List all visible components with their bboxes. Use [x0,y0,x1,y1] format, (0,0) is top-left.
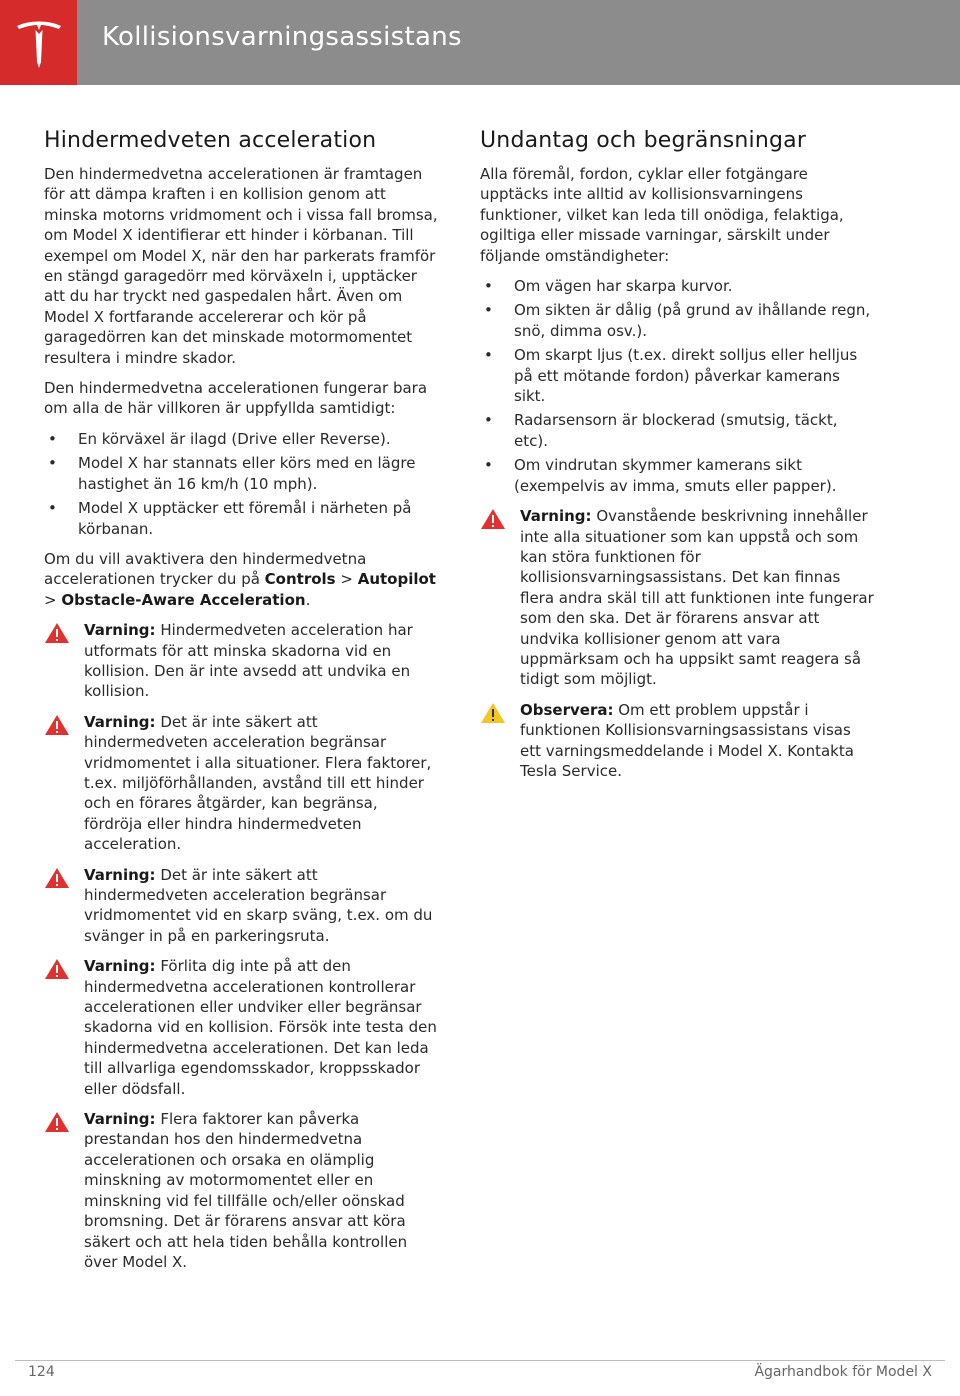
tesla-logo-icon [13,18,65,70]
warning-triangle-icon [480,508,506,530]
conditions-list [44,429,439,539]
warning-triangle-icon [44,958,70,980]
warning-triangle-icon [44,1111,70,1133]
warning-triangle-icon [44,867,70,889]
right-column [480,128,875,791]
warning-triangle-icon [44,714,70,736]
bullet-icon: • [48,499,57,518]
footer-title: Ägarhandbok för Model X [754,1364,932,1380]
paragraph: Den hindermedvetna accelerationen är framtagen för att dämpa kraften i en kollision genom att minska motorns vridmoment och i vissa fall bromsa, om Model X identifierar ett hinder i körbanan. Till exempel om Model X, när den har parkerats framför en stängd garagedörr med körväxeln i, upptäcker att du har tryckt ned gaspedalen hårt. Även om Model X fortfarande accelererar och kör på garagedörren kan det minskade motormomentet resultera i mindre skador. [44,165,438,367]
list-item: • Om vägen har skarpa kurvor. [484,277,733,296]
warning-notice: Varning: Det är inte säkert att hindermedveten acceleration begränsar vridmomentet vid en skarp sväng, t.ex. om du svänger in på en parkeringsruta. [44,865,439,947]
section-heading-exceptions: Undantag och begränsningar [480,128,807,153]
warning-notice: Varning: Förlita dig inte på att den hindermedvetna accelerationen kontrollerar accelerationen eller undviker eller begränsar skadorna vid en kollision. Försök inte testa den hindermedvetna accelerationen. Det kan leda till allvarliga egendomsskador, kroppsskador eller dödsfall. [44,956,439,1099]
paragraph: Alla föremål, fordon, cyklar eller fotgängare upptäcks inte alltid av kollisionsvarningens funktioner, vilket kan leda till onödiga, felaktiga, ogiltiga eller missade varningar, särskilt under följande omständigheter: [480,165,844,265]
bullet-icon: • [484,277,493,296]
warning-notice: Varning: Flera faktorer kan påverka prestandan hos den hindermedvetna accelerationen och orsaka en olämplig minskning av motormomentet eller en minskning vid fel tillfälle och/eller oönskad bromsning. Det är förarens ansvar att köra säkert och att hela tiden behålla kontrollen över Model X. [44,1109,439,1272]
page-title: Kollisionsvarningsassistans [102,22,462,52]
menu-path-controls: Controls [264,570,336,589]
warning-triangle-icon [44,622,70,644]
list-item: • Om vindrutan skymmer kamerans sikt (exempelvis av imma, smuts eller papper). [484,456,837,495]
bullet-icon: • [484,346,493,365]
list-item: • Om sikten är dålig (på grund av ihållande regn, snö, dimma osv.). [484,301,871,340]
list-item: • Model X har stannats eller körs med en lägre hastighet än 16 km/h (10 mph). [48,454,416,493]
menu-path-autopilot: Autopilot [357,570,436,589]
caution-notice: Observera: Om ett problem uppstår i funktionen Kollisionsvarningsassistans visas ett varningsmeddelande i Model X. Kontakta Tesla Service. [480,700,875,782]
bullet-icon: • [484,411,493,430]
page-number: 124 [28,1364,55,1380]
section-heading-obstacle-aware: Hindermedveten acceleration [44,128,377,153]
caution-triangle-icon [480,702,506,724]
footer-divider [15,1360,945,1361]
list-item: • Radarsensorn är blockerad (smutsig, täckt, etc). [484,411,838,450]
warning-notice: Varning: Hindermedveten acceleration har utformats för att minska skadorna vid en kollision. Den är inte avsedd att undvika en kollision. [44,620,439,702]
bullet-icon: • [48,454,57,473]
list-item: • En körväxel är ilagd (Drive eller Reverse). [48,429,391,448]
warning-notice: Varning: Det är inte säkert att hindermedveten acceleration begränsar vridmomentet i alla situationer. Flera faktorer, t.ex. miljöförhållanden, avstånd till ett hinder och en förares åtgärder, kan begränsa, fördröja eller hindra hindermedveten acceleration. [44,712,439,855]
exceptions-list [480,276,875,496]
left-column [44,128,439,1282]
warning-notice: Varning: Ovanstående beskrivning innehåller inte alla situationer som kan uppstå och som kan störa funktionen för kollisionsvarningsassistans. Det kan finnas flera andra skäl till att funktionen inte fungerar som den ska. Det är förarens ansvar att undvika kollisioner genom att vara uppmärksam och ha uppsikt samt reagera så tidigt som möjligt. [480,506,875,690]
menu-path-obstacle-aware: Obstacle-Aware Acceleration [61,590,306,609]
page-header [0,0,960,85]
paragraph: Den hindermedvetna accelerationen fungerar bara om alla de här villkoren är uppfyllda samtidigt: [44,379,428,418]
bullet-icon: • [484,456,493,475]
paragraph-disable-instructions: Om du vill avaktivera den hindermedvetna accelerationen trycker du på Controls > Autopilot > Obstacle-Aware Acceleration. [44,549,436,609]
tesla-logo [0,0,77,85]
bullet-icon: • [484,301,493,320]
list-item: • Om skarpt ljus (t.ex. direkt solljus eller helljus på ett mötande fordon) påverkar kamerans sikt. [484,346,858,406]
bullet-icon: • [48,429,57,448]
list-item: • Model X upptäcker ett föremål i närheten på körbanan. [48,499,412,538]
